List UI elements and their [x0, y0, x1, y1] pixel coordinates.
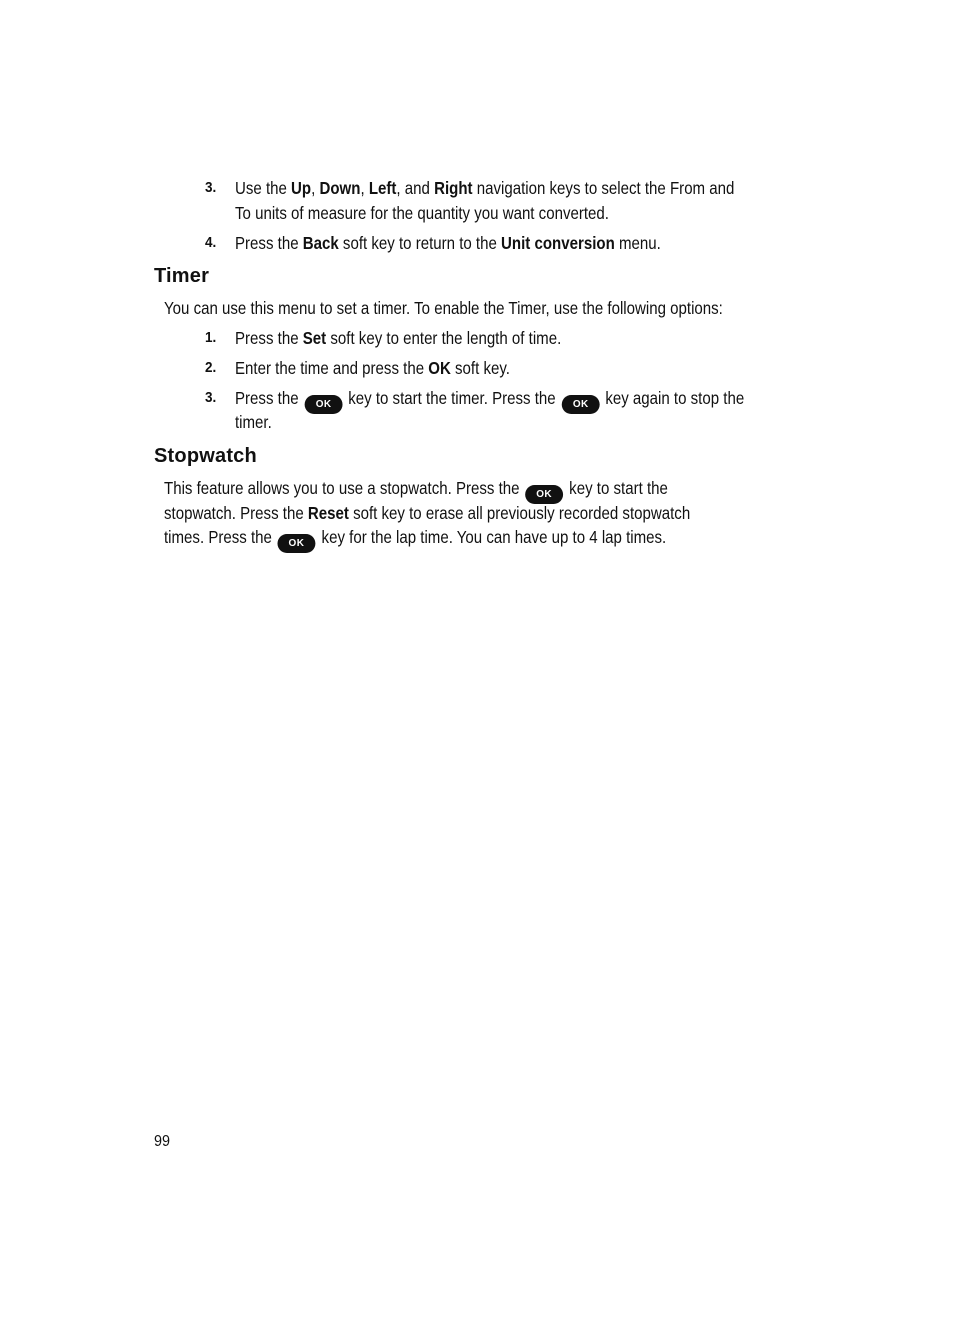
text-run: timer.	[235, 412, 272, 432]
stopwatch-text	[164, 501, 690, 526]
text-run: soft key.	[450, 358, 510, 378]
step-text	[235, 356, 510, 381]
ok-key-icon: OK	[278, 534, 316, 553]
text-run: key to start the timer. Press the	[344, 388, 560, 408]
text-run: soft key to return to the	[338, 233, 502, 253]
bold-term: Unit conversion	[501, 233, 615, 253]
text-run: navigation keys to select the From and	[472, 178, 735, 198]
ok-key-icon: OK	[562, 395, 600, 414]
ok-key-icon: OK	[525, 485, 563, 504]
step-number: 1.	[205, 329, 217, 346]
text-run: key to start the	[564, 478, 668, 498]
text-run: menu.	[614, 233, 661, 253]
text-run: This feature allows you to use a stopwatch. Press the	[164, 478, 524, 498]
text-run: soft key to enter the length of time.	[326, 328, 562, 348]
text-run: Press the	[235, 328, 303, 348]
step-text	[235, 326, 561, 351]
bold-term: Right	[434, 178, 473, 198]
text-run: Use the	[235, 178, 292, 198]
section-heading-stopwatch: Stopwatch	[154, 445, 257, 467]
bold-term: Left	[368, 178, 397, 198]
stopwatch-text	[164, 476, 668, 504]
section-heading-timer: Timer	[154, 265, 210, 287]
step-number: 3.	[205, 179, 217, 196]
bold-term: Up	[291, 178, 312, 198]
text-run: stopwatch. Press the	[164, 503, 308, 523]
text-run: key again to stop the	[601, 388, 745, 408]
bold-term: Set	[302, 328, 327, 348]
bold-term: Down	[319, 178, 361, 198]
ok-key-icon: OK	[304, 395, 342, 414]
step-number: 2.	[205, 359, 217, 376]
text-run: key for the lap time. You can have up to 4 lap times.	[317, 527, 667, 547]
step-text	[235, 231, 661, 256]
step-number: 4.	[205, 234, 217, 251]
step-text	[235, 410, 272, 435]
timer-intro: You can use this menu to set a timer. To enable the Timer, use the following options:	[164, 298, 723, 318]
step-number: 3.	[205, 389, 217, 406]
text-run: times. Press the	[164, 527, 277, 547]
text-run: Enter the time and press the	[235, 358, 429, 378]
text-run: ,	[360, 178, 369, 198]
step-text	[235, 201, 609, 226]
text-run: Press the	[235, 388, 303, 408]
text-run: , and	[396, 178, 435, 198]
text-run: Press the	[235, 233, 303, 253]
bold-term: OK	[428, 358, 451, 378]
bold-term: Back	[302, 233, 339, 253]
bold-term: Reset	[307, 503, 349, 523]
step-text	[235, 176, 734, 201]
text-run: ,	[311, 178, 320, 198]
step-text	[235, 386, 744, 414]
text-run: To units of measure for the quantity you want converted.	[235, 203, 609, 223]
page-number: 99	[154, 1133, 171, 1150]
stopwatch-text	[164, 525, 666, 553]
text-run: soft key to erase all previously recorded stopwatch	[348, 503, 691, 523]
